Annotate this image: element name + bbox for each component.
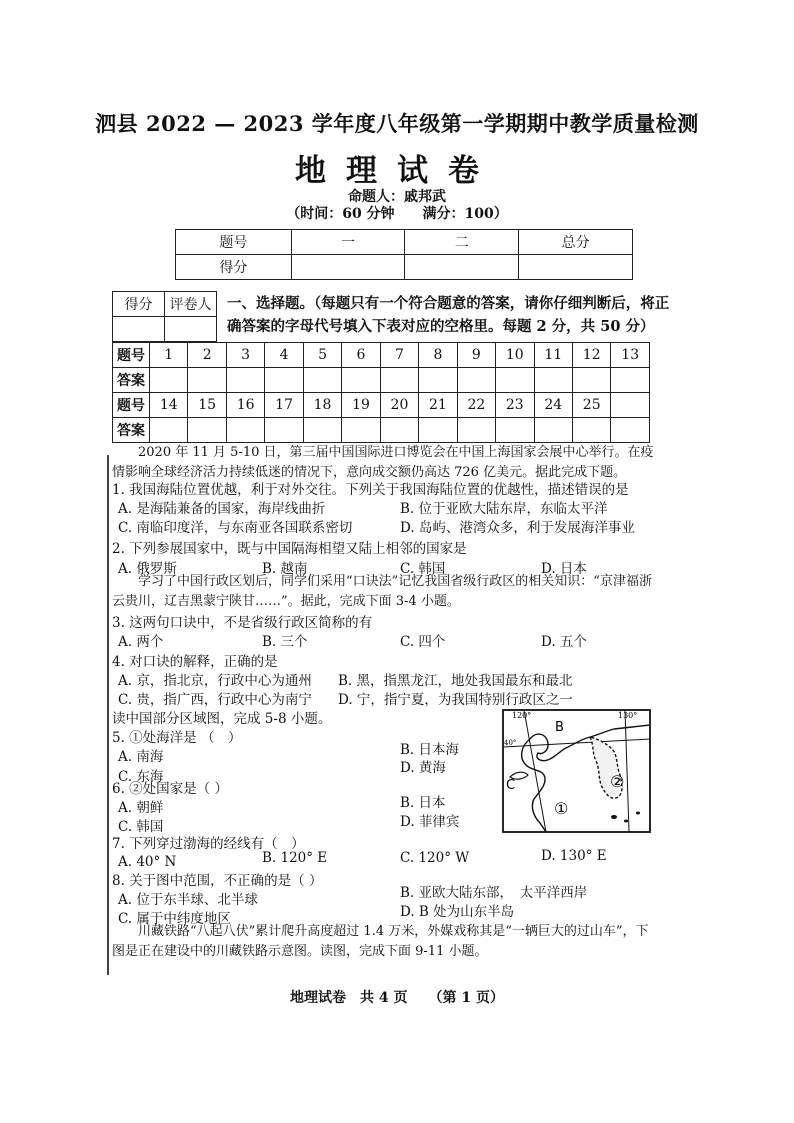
option-a: A. 南海 [118,749,164,765]
answer-cell [419,368,457,393]
answer-cell [534,418,572,443]
option-c: C. 属于中纬度地区 [118,911,231,927]
score-row-label: 得分 [176,255,292,280]
region-map [502,709,651,833]
answer-cell [265,418,303,443]
island [636,812,640,815]
option-a: A. 40° N [118,854,177,870]
question-number-cell: 24 [534,393,572,418]
answer-table-alabel: 答案 [113,418,150,443]
option-a: A. 两个 [118,634,164,650]
island [624,820,628,823]
question-number-cell: 21 [419,393,457,418]
answer-cell [611,418,650,443]
island [611,815,617,819]
answer-cell [572,418,610,443]
question-number-cell: 15 [188,393,226,418]
question-number-cell: 3 [226,343,264,368]
question-number-cell: 22 [457,393,495,418]
option-b: B. 三个 [262,634,308,650]
option-a: A. 朝鲜 [118,800,164,816]
answer-cell [303,368,341,393]
score-cell [405,255,519,280]
answer-cell [342,418,380,443]
answer-cell [380,418,418,443]
answer-cell [419,418,457,443]
question-number-cell: 14 [150,393,188,418]
exam-title: 泗县 2022 — 2023 学年度八年级第一学期期中教学质量检测 [95,111,699,136]
score-header-cell: 总分 [519,230,633,255]
option-d: D. 黄海 [400,760,446,776]
page-footer: 地理试卷 共 4 页 （第 1 页） [290,990,504,1006]
option-b: B. 黑，指黑龙江，地处我国最东和最北 [338,673,573,689]
exam-subject: 地理试卷 [295,153,499,189]
answer-cell [611,393,650,418]
option-d: D. 菲律宾 [400,814,460,830]
answer-cell [265,368,303,393]
question-number-cell: 20 [380,393,418,418]
answer-cell [226,418,264,443]
question-stem: 3. 这两句口诀中，不是省级行政区简称的有 [112,615,373,631]
question-number-cell: 23 [496,393,534,418]
question-number-cell: 17 [265,393,303,418]
question-number-cell: 7 [380,343,418,368]
question-stem: 8. 关于图中范围，不正确的是（ ） [112,873,323,889]
map-label-lat: 40° [504,739,517,747]
answer-table [112,342,650,443]
section1-instruction: 一、选择题。（每题只有一个符合题意的答案，请你仔细判断后，将正确答案的字母代号填入下表对应的空格里。每题 2 分，共 50 分） [227,295,670,335]
question-stem: 4. 对口诀的解释，正确的是 [112,654,278,670]
question-stem: 2. 下列参展国家中，既与中国隔海相望又陆上相邻的国家是 [112,541,467,557]
question-number-cell: 2 [188,343,226,368]
answer-cell [534,368,572,393]
intro-paragraph: 2020 年 11 月 5-10 日，第三届中国国际进口博览会在中国上海国家会展中心举行。在疫情影响全球经济活力持续低迷的情况下，意向成交额仍高达 726 亿美元。据此完成下题。 [112,445,654,480]
question-stem: 6. ②处国家是（ ） [112,781,228,797]
intro-paragraph: 读中国部分区域图，完成 5-8 小题。 [112,711,332,727]
map-label-lon-left: 120° [512,711,532,720]
answer-cell [188,418,226,443]
score-cell [519,255,633,280]
map-label-2: ② [610,772,625,791]
option-d: D. 130° E [541,848,607,864]
map-label-1: ① [554,799,569,818]
score-header-cell: 二 [405,230,519,255]
question-number-cell: 25 [572,393,610,418]
answer-table-alabel: 答案 [113,368,150,393]
option-c: C. 贵，指广西，行政中心为南宁 [118,692,312,708]
answer-cell [380,368,418,393]
answer-table-qlabel: 题号 [113,343,150,368]
option-b: B. 日本 [400,795,446,811]
option-c: C. 120° W [400,850,470,866]
option-d: D. 岛屿、港湾众多，利于发展海洋事业 [400,520,635,536]
question-number-cell: 10 [496,343,534,368]
answer-cell [611,368,650,393]
option-d: D. 宁，指宁夏，为我国特别行政区之一 [338,692,573,708]
question-number-cell: 16 [226,393,264,418]
option-a: A. 位于东半球、北半球 [118,892,258,908]
intro-paragraph: 川藏铁路“八起八伏”累计爬升高度超过 1.4 万米，外媒戏称其是“一辆巨大的过山车”，下图是正在建设中的川藏铁路示意图。读图，完成下面 9-11 小题。 [112,924,649,959]
option-a: A. 是海陆兼备的国家，海岸线曲折 [118,501,326,517]
exam-author: 命题人：戚邦武 [348,189,446,205]
answer-cell [342,368,380,393]
question-number-cell: 8 [419,343,457,368]
grader-box [112,291,217,342]
option-a: A. 京，指北京，行政中心为通州 [118,673,312,689]
option-b: B. 位于亚欧大陆东岸，东临太平洋 [400,501,608,517]
map-label-b: B [555,720,564,735]
answer-cell [303,418,341,443]
question-stem: 5. ①处海洋是 （ ） [112,730,242,746]
question-number-cell: 1 [150,343,188,368]
option-b: B. 亚欧大陆东部， 太平洋西岸 [400,885,588,901]
question-number-cell: 13 [611,343,650,368]
grader-name-cell [165,317,217,342]
question-number-cell: 9 [457,343,495,368]
question-number-cell: 11 [534,343,572,368]
option-c: C. 四个 [400,634,446,650]
score-cell [291,255,405,280]
option-d: D. B 处为山东半岛 [400,904,515,920]
option-b: B. 越南 [262,561,308,577]
answer-table-qlabel: 题号 [113,393,150,418]
map-label-lon-right: 130° [618,711,638,720]
answer-cell [457,418,495,443]
exam-time-info: （时间：60 分钟 满分：100） [286,206,508,222]
option-c: C. 东海 [118,769,164,785]
option-b: B. 日本海 [400,742,460,758]
answer-cell [457,368,495,393]
option-c: C. 韩国 [118,819,164,835]
grader-score-label: 得分 [113,292,165,317]
margin-line [107,455,109,975]
question-number-cell: 4 [265,343,303,368]
question-stem: 7. 下列穿过渤海的经线有（ ） [112,836,305,852]
option-c: C. 南临印度洋，与东南亚各国联系密切 [118,520,353,536]
question-stem: 1. 我国海陆位置优越，利于对外交往。下列关于我国海陆位置的优越性，描述错误的是 [112,482,629,498]
option-b: B. 120° E [262,850,328,866]
question-number-cell: 5 [303,343,341,368]
answer-cell [496,418,534,443]
score-header-cell: 一 [291,230,405,255]
intro-paragraph: 学习了中国行政区划后，同学们采用“口诀法”记忆我国省级行政区的相关知识：“京津福浙云贵川，辽吉黑蒙宁陕甘……”。据此，完成下面 3-4 小题。 [112,574,652,609]
answer-cell [150,368,188,393]
answer-cell [572,368,610,393]
grader-label: 评卷人 [165,292,217,317]
grader-score-cell [113,317,165,342]
question-number-cell: 12 [572,343,610,368]
score-header-cell: 题号 [176,230,292,255]
answer-cell [188,368,226,393]
map-label-c: C [506,778,516,793]
question-number-cell: 18 [303,393,341,418]
option-c: C. 韩国 [400,561,446,577]
score-table [175,229,633,280]
answer-cell [150,418,188,443]
question-number-cell: 6 [342,343,380,368]
option-d: D. 五个 [541,634,587,650]
option-d: D. 日本 [541,561,587,577]
question-number-cell: 19 [342,393,380,418]
answer-cell [496,368,534,393]
answer-cell [226,368,264,393]
option-a: A. 俄罗斯 [118,561,177,577]
